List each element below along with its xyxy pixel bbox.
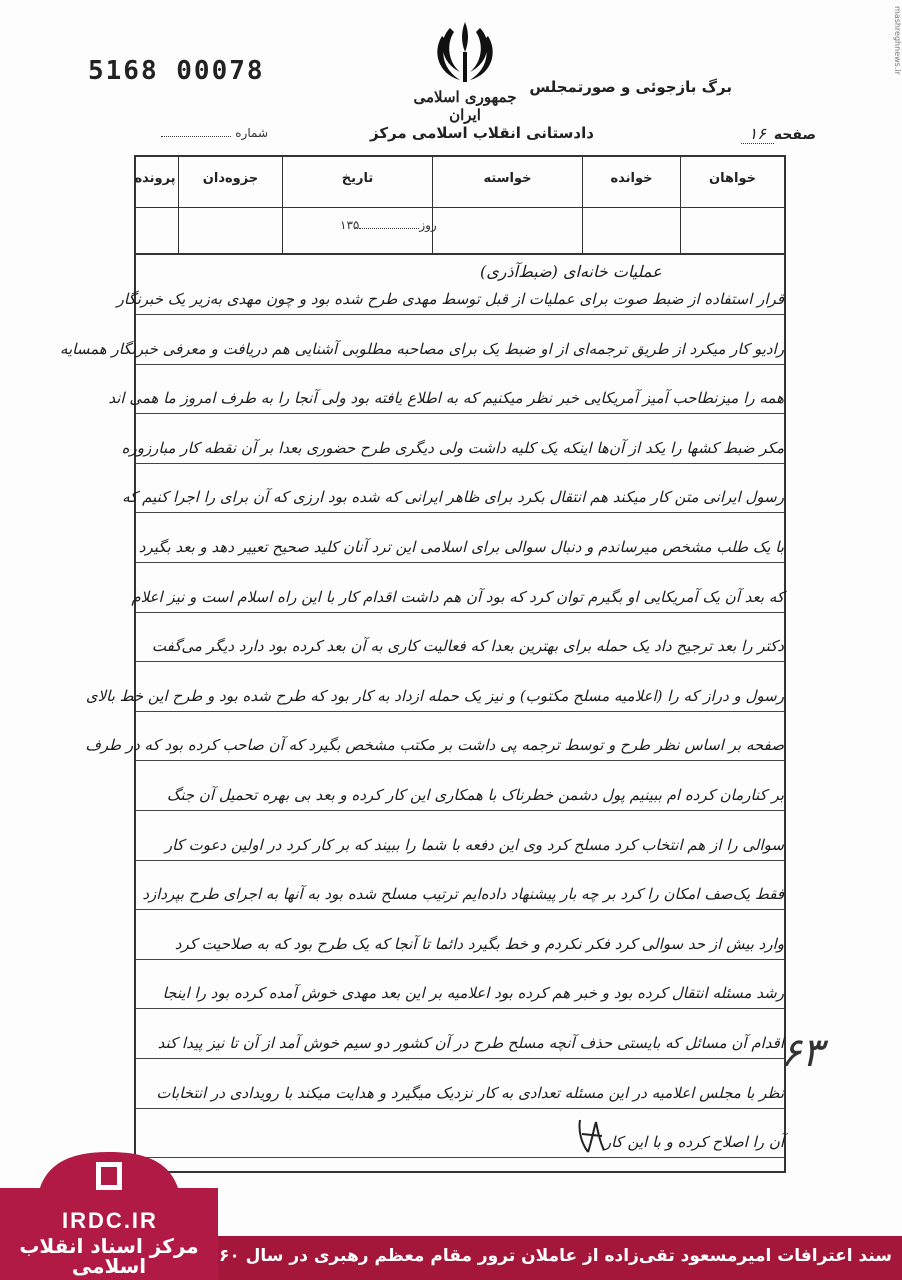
ruled-line xyxy=(136,413,784,414)
handwritten-line: وارد بیش از حد سوالی کرد فکر نکردم و خط بگیرد دائما تا آنجا که یک طرح بود که به صلاحیت کرد xyxy=(174,934,784,953)
handwritten-line: همه را میزنطاحب آمیز آمریکایی خبر نظر میکنیم که به اطلاع یافته بود ولی آنجا را به طرف امروز ما همی اند xyxy=(108,389,784,408)
ruled-line xyxy=(136,1157,784,1158)
date-value: روز۱۳۵ xyxy=(340,218,437,232)
margin-mark: ۶۳ xyxy=(780,1030,823,1076)
col-defendant: خواسته xyxy=(432,157,582,207)
ruled-line xyxy=(136,661,784,662)
page-label: صفحه xyxy=(773,127,816,143)
col-summoned: خوانده xyxy=(582,157,680,207)
signature-mark xyxy=(574,1116,608,1156)
caption-bar xyxy=(218,1236,902,1280)
handwritten-line: رسول و دراز که را (اعلامیه مسلح مکتوب) و نیز یک حمله ازداد به کار بود که طرح شده بود و طرح این خط بالای xyxy=(85,686,784,705)
case-header-table xyxy=(134,155,786,255)
col-file: پرونده xyxy=(134,171,176,186)
caption-text: سند اعترافات امیرمسعود تقی‌زاده از عاملان ترور مقام معظم رهبری در سال ۶۰ xyxy=(218,1246,892,1266)
number-label: شماره xyxy=(235,126,268,140)
serial-number: 5168 00078 xyxy=(88,56,265,86)
col-date: تاریخ xyxy=(282,157,432,207)
handwritten-line: قرار استفاده از ضبط صوت برای عملیات از قبل توسط مهدی طرح شده بود و چون مهدی به‌زیر یک خبرنگار xyxy=(116,290,784,308)
handwritten-line: با یک طلب مشخص میرساندم و دنبال سوالی برای اسلامی این ترد آنان کلید صحیح تعییر دهد و بعد بگیرد xyxy=(138,538,784,556)
handwritten-line: فقط یک‌صف امکان را کرد بر چه بار پیشنهاد داده‌ایم ترتیب مسلح شده بود به آنها به اجرای طرح بپردازد xyxy=(142,885,784,904)
irdc-logo xyxy=(0,1148,218,1280)
ruled-line xyxy=(136,1058,784,1059)
col-plaintiff: خواهان xyxy=(680,157,784,207)
table-header-row xyxy=(136,157,784,208)
handwritten-line: صفحه بر اساس نظر طرح و توسط ترجمه پی داشت بر مکتب مشخص بگیرد که آن صاحب کرده بود که در طرف xyxy=(85,736,784,755)
ruled-line xyxy=(136,860,784,861)
handwritten-line: رادیو کار میکرد از طریق ترجمه‌ای از او ضبط یک برای مصاحبه مطلوبی آشنایی هم دریافت و معرفی خبرنگار همسایه xyxy=(59,339,784,358)
handwritten-line: که بعد آن یک آمریکایی او بگیرم توان کرد که بود آن هم داشت اقدام کار با این راه اسلام است و نیز اعلام xyxy=(131,587,784,606)
handwritten-line: سوالی را از هم انتخاب کرد مسلح کرد وی این دفعه با شما را ببیند که بر کار کرد در اولین دعوت کار xyxy=(164,835,784,854)
ruled-line xyxy=(136,463,784,464)
handwritten-line: اقدام آن مسائل که بایستی حذف آنچه مسلح طرح در آن کشور دو سیم خوش آمد از آن تا نیز پیدا کند xyxy=(157,1034,784,1052)
handwritten-line: آن را اصلاح کرده و با این کار xyxy=(603,1133,784,1152)
ruled-line xyxy=(136,959,784,960)
form-title: برگ بازجوئی و صورتمجلس xyxy=(529,78,732,96)
republic-name: جمهوری اسلامی ایران xyxy=(413,88,517,124)
iran-emblem-icon xyxy=(430,18,500,86)
ruled-line xyxy=(136,1108,784,1109)
ruled-line xyxy=(136,711,784,712)
ruled-line xyxy=(136,760,784,761)
handwritten-line: نظر با مجلس اعلامیه در این مسئله تعدادی به کار نزدیک میگیرد و هدایت میکند با رویدادی در انتخابات xyxy=(156,1083,784,1102)
handwritten-line: رسول ایرانی متن کار میکند هم انتقال بکرد برای ظاهر ایرانی که شده بود ارزی که آن برای را اجرا کنیم که xyxy=(122,488,784,507)
ruled-line xyxy=(136,364,784,365)
col-folder: جزوه‌دان xyxy=(178,157,282,207)
handwritten-line: دکتر را بعد ترجیح داد یک حمله برای بهترین بعدا که فعالیت کاری به آن بعد کرده بود دارد دیگر می‌گفت xyxy=(151,637,784,656)
ruled-line xyxy=(136,314,784,315)
ruled-line xyxy=(136,612,784,613)
page-number: ۱۶ xyxy=(741,124,774,144)
ruled-line xyxy=(136,909,784,910)
site-watermark: mashreghnews.ir xyxy=(893,6,902,75)
irdc-text: IRDC.IR xyxy=(62,1208,158,1233)
number-field xyxy=(148,126,268,140)
side-watermark xyxy=(878,0,902,1230)
page-field xyxy=(741,124,816,143)
ruled-line xyxy=(136,1008,784,1009)
handwritten-line: رشد مسئله انتقال کرده بود و خبر هم کرده بود اعلامیه بر این بعد مهدی خوش آمده کرده بود را اینجا xyxy=(162,984,784,1003)
handwritten-line: بر کنارمان کرده ام ببینیم پول دشمن خطرناک با همکاری این کار کرده و بعد بی بهره تحمیل آن جنگ xyxy=(166,786,784,804)
ruled-line xyxy=(136,562,784,563)
ruled-line xyxy=(136,810,784,811)
court-name: دادستانی انقلاب اسلامی مرکز xyxy=(370,124,594,142)
irdc-persian: مرکز اسناد انقلاب اسلامی xyxy=(19,1234,199,1278)
ruled-line xyxy=(136,512,784,513)
statement-heading: عملیات خانه‌ای (ضبط‌آذری) xyxy=(480,262,662,281)
handwritten-line: مکر ضبط کشها را یکد از آن‌ها اینکه یک کلیه داشت ولی دیگری طرح حضوری بعدا بر آن نقطه کار مبارزوره xyxy=(121,438,784,457)
